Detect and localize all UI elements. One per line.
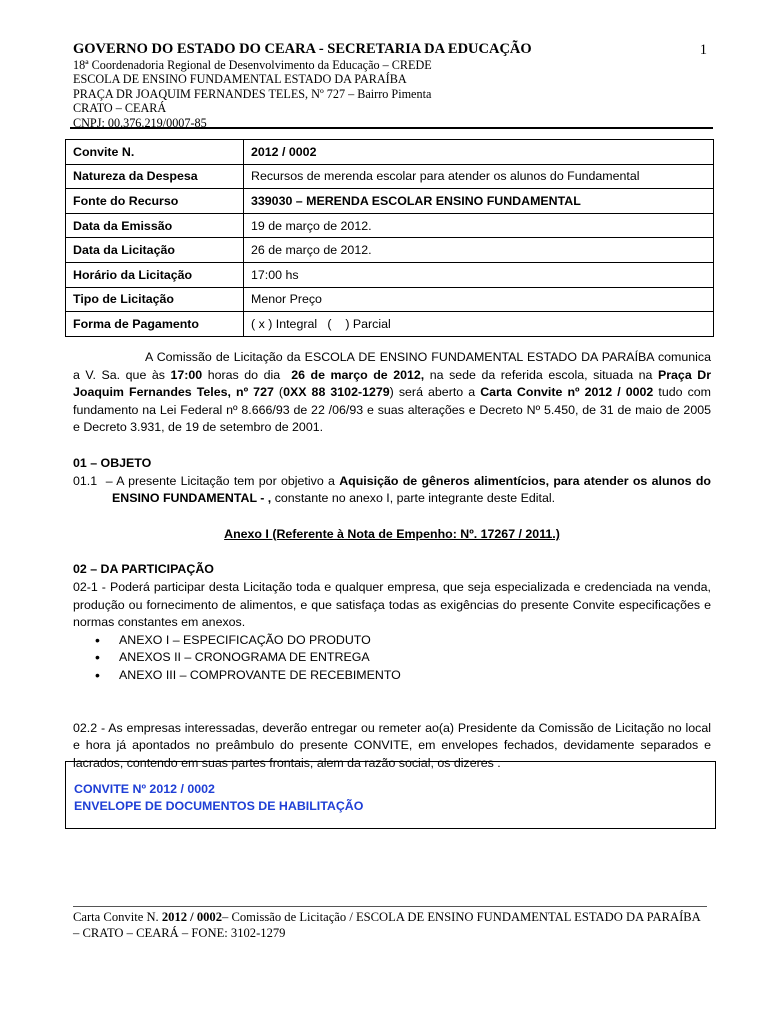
footer-divider: [73, 906, 707, 907]
objeto-text: – A presente Licitação tem por objetivo a: [97, 473, 340, 488]
intro-text: ) será aberto a: [389, 385, 481, 400]
document-footer: [73, 909, 707, 941]
header-divider: [70, 127, 713, 129]
header-line-address: PRAÇA DR JOAQUIM FERNANDES TELES, Nº 727 – Bairro Pimenta: [73, 86, 432, 101]
intro-text: A Comissão de Licitação da ESCOLA DE ENSINO FUNDAMENTAL ESTADO DA PARAÍBA comunica a V. Sa. que às: [73, 350, 711, 382]
table-row: [66, 312, 714, 337]
anexo-reference: [73, 526, 711, 544]
objeto-paragraph: [73, 473, 711, 508]
footer-text: Carta Convite N.: [73, 910, 162, 924]
section-title-objeto: 01 – OBJETO: [73, 455, 152, 470]
document-header: [73, 40, 713, 130]
header-line-crede: 18ª Coordenadoria Regional de Desenvolvimento da Educação – CREDE: [73, 58, 432, 72]
table-row: [66, 140, 714, 165]
section-title-participacao: 02 – DA PARTICIPAÇÃO: [73, 562, 214, 577]
intro-address: Praça Dr Joaquim Fernandes Teles, nº 727: [73, 367, 712, 400]
participacao-paragraph-2: 02.2 - As empresas interessadas, deverão entregar ou remeter ao(a) Presidente da Comissão de Licitação no local e hora já apontados no preâmbulo do presente CONVITE, em envelopes fechados, devidamente separados e lacrados, contendo em suas partes frontais, alem da razão social, os dizeres .: [73, 720, 711, 770]
intro-time: 17:00: [170, 367, 203, 382]
list-item: • ANEXO III – COMPROVANTE DE RECEBIMENTO: [119, 667, 711, 685]
table-label: Tipo de Licitação: [66, 287, 244, 312]
document-body: [73, 349, 711, 772]
intro-phone: 0XX 88 3102-1279: [283, 385, 390, 400]
envelope-line-documentos: ENVELOPE DE DOCUMENTOS DE HABILITAÇÃO: [74, 799, 364, 813]
intro-text: (: [273, 385, 284, 400]
page-number: 1: [699, 42, 707, 58]
table-value: 17:00 hs: [244, 262, 714, 287]
table-label: Fonte do Recurso: [66, 189, 244, 214]
table-row: [66, 262, 714, 287]
table-value: 26 de março de 2012.: [244, 238, 714, 263]
table-value: Menor Preço: [244, 287, 714, 312]
table-row: [66, 189, 714, 214]
list-item: • ANEXOS II – CRONOGRAMA DE ENTREGA: [119, 649, 711, 667]
intro-text: tudo com fundamento na Lei Federal nº 8.666/93 de 22 /06/93 e suas alterações e Decreto Nº 5.450, de 31 de maio de 2005 e Decreto 3.931, de 19 de setembro de 2001.: [73, 385, 711, 435]
intro-date: 26 de março de 2012,: [291, 367, 425, 382]
table-value: 339030 – MERENDA ESCOLAR ENSINO FUNDAMENTAL: [244, 189, 714, 214]
annex-list: [73, 632, 711, 685]
header-line-school: ESCOLA DE ENSINO FUNDAMENTAL ESTADO DA PARAÍBA: [73, 72, 407, 87]
intro-text: na sede da referida escola, situada na: [424, 367, 658, 382]
participacao-paragraph-1: 02-1 - Poderá participar desta Licitação toda e qualquer empresa, que seja especializada e credenciada na venda, produção ou fornecimento de alimentos, e que satisfaça todas as exigências do presente Convite especificações e normas constantes em anexos.: [73, 579, 711, 630]
envelope-line-convite: CONVITE Nº 2012 / 0002: [74, 782, 215, 796]
footer-text: – Comissão de Licitação / ESCOLA DE ENSINO FUNDAMENTAL ESTADO DA PARAÍBA – CRATO – CEARÁ – FONE: 3102-1279: [73, 910, 701, 940]
footer-convite-number: 2012 / 0002: [161, 910, 223, 924]
table-value: 19 de março de 2012.: [244, 213, 714, 238]
table-row: [66, 238, 714, 263]
intro-paragraph: [73, 349, 711, 437]
intro-text: horas do dia: [202, 367, 292, 382]
clause-number: 01.1: [73, 473, 98, 488]
list-item: • ANEXO I – ESPECIFICAÇÃO DO PRODUTO: [119, 632, 711, 650]
anexo-reference-text: Anexo I (Referente à Nota de Empenho: Nº. 17267 / 2011.): [224, 526, 560, 541]
table-label: Natureza da Despesa: [66, 164, 244, 189]
table-value: ( x ) Integral ( ) Parcial: [244, 312, 714, 337]
table-label: Horário da Licitação: [66, 262, 244, 287]
table-label: Data da Emissão: [66, 213, 244, 238]
table-row: [66, 164, 714, 189]
header-line-city: CRATO – CEARÁ: [73, 101, 167, 116]
objeto-text: constante no anexo I, parte integrante deste Edital.: [271, 491, 556, 506]
table-label: Convite N.: [66, 140, 244, 165]
table-label: Forma de Pagamento: [66, 312, 244, 337]
table-value: Recursos de merenda escolar para atender os alunos do Fundamental: [244, 164, 714, 189]
header-line-cnpj: CNPJ: 00.376.219/0007-85: [73, 115, 207, 130]
table-label: Data da Licitação: [66, 238, 244, 263]
table-row: [66, 213, 714, 238]
convite-info-table: [65, 139, 714, 337]
table-row: [66, 287, 714, 312]
objeto-bold: Aquisição de gêneros alimentícios, para atender os alunos do ENSINO FUNDAMENTAL - ,: [112, 473, 711, 506]
table-value: 2012 / 0002: [244, 140, 714, 165]
header-title: GOVERNO DO ESTADO DO CEARA - SECRETARIA DA EDUCAÇÃO: [73, 41, 532, 57]
envelope-label-box: [65, 761, 716, 829]
intro-convite: Carta Convite nº 2012 / 0002: [480, 385, 654, 400]
